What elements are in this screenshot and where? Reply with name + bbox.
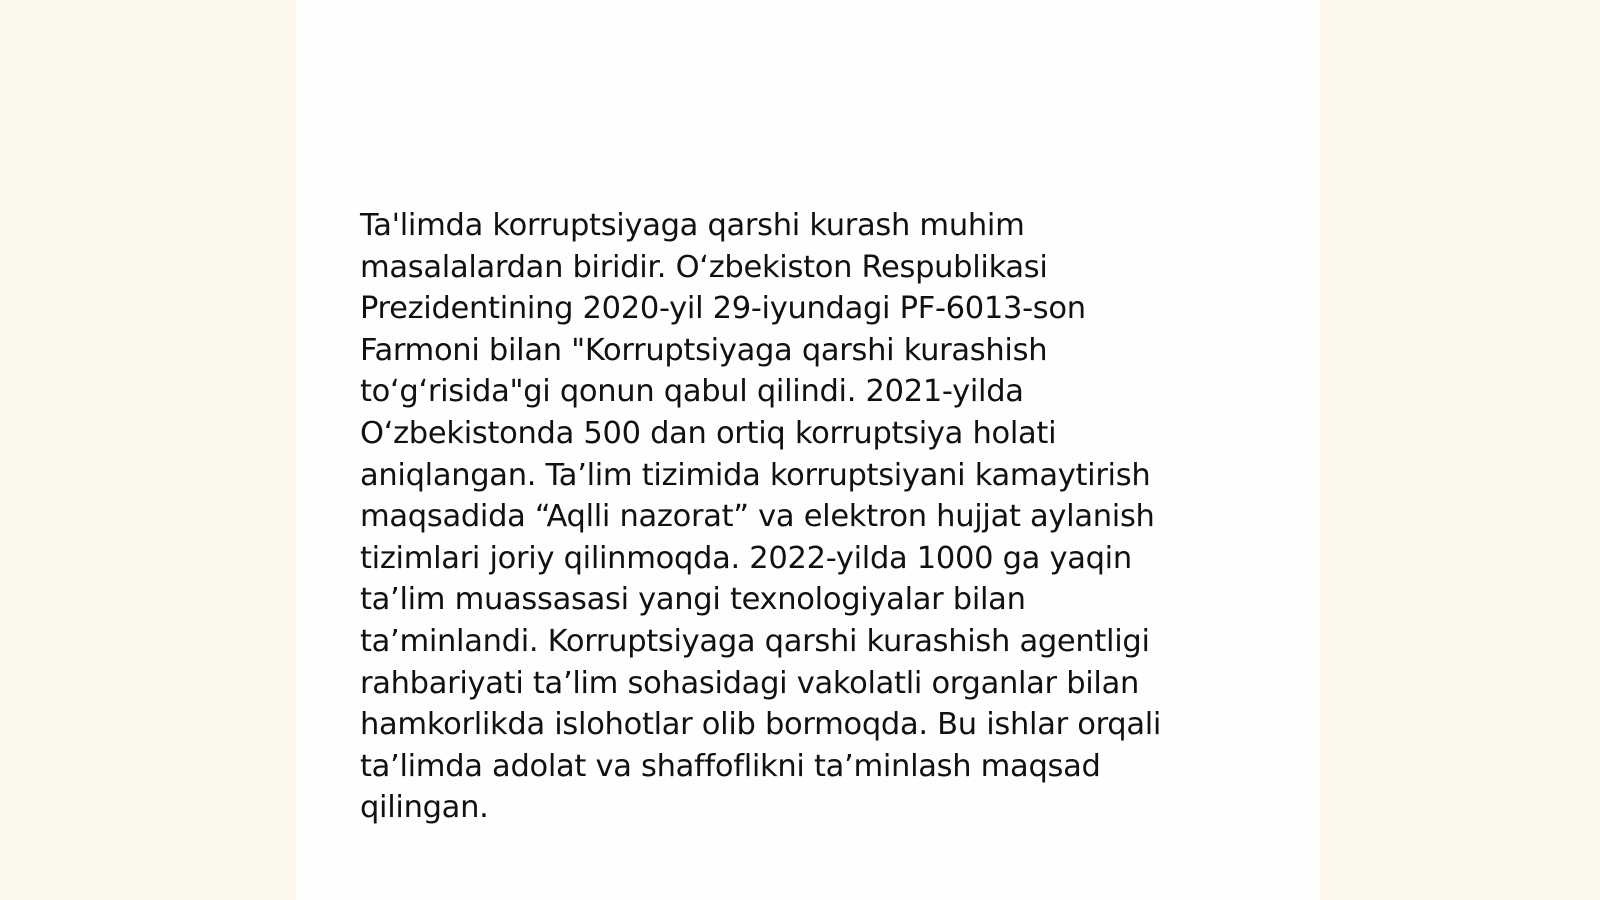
body-paragraph <box>360 205 1260 829</box>
paragraph-line: maqsadida “Aqlli nazorat” va elektron hujjat aylanish <box>360 499 1155 535</box>
paragraph-line: ta’minlandi. Korruptsiyaga qarshi kurashish agentligi <box>360 623 1150 659</box>
paragraph-line: qilingan. <box>360 790 489 826</box>
paragraph-line: Prezidentining 2020-yil 29-iyundagi PF-6013-son <box>360 291 1086 327</box>
paragraph-line: to‘g‘risida"gi qonun qabul qilindi. 2021-yilda <box>360 374 1024 410</box>
document-page <box>296 0 1320 900</box>
paragraph-line: aniqlangan. Ta’lim tizimida korruptsiyani kamaytirish <box>360 457 1151 493</box>
paragraph-line: O‘zbekistonda 500 dan ortiq korruptsiya holati <box>360 415 1057 451</box>
paragraph-line: Farmoni bilan "Korruptsiyaga qarshi kurashish <box>360 332 1048 368</box>
paragraph-line: ta’limda adolat va shaffoflikni ta’minlash maqsad <box>360 748 1101 784</box>
paragraph-line: Ta'limda korruptsiyaga qarshi kurash muhim <box>360 208 1025 243</box>
paragraph-line: tizimlari joriy qilinmoqda. 2022-yilda 1000 ga yaqin <box>360 540 1132 576</box>
paragraph-line: ta’lim muassasasi yangi texnologiyalar bilan <box>360 582 1026 618</box>
paragraph-line: rahbariyati ta’lim sohasidagi vakolatli organlar bilan <box>360 665 1140 701</box>
paragraph-line: masalalardan biridir. O‘zbekiston Respublikasi <box>360 249 1048 285</box>
paragraph-line: hamkorlikda islohotlar olib bormoqda. Bu ishlar orqali <box>360 707 1162 743</box>
